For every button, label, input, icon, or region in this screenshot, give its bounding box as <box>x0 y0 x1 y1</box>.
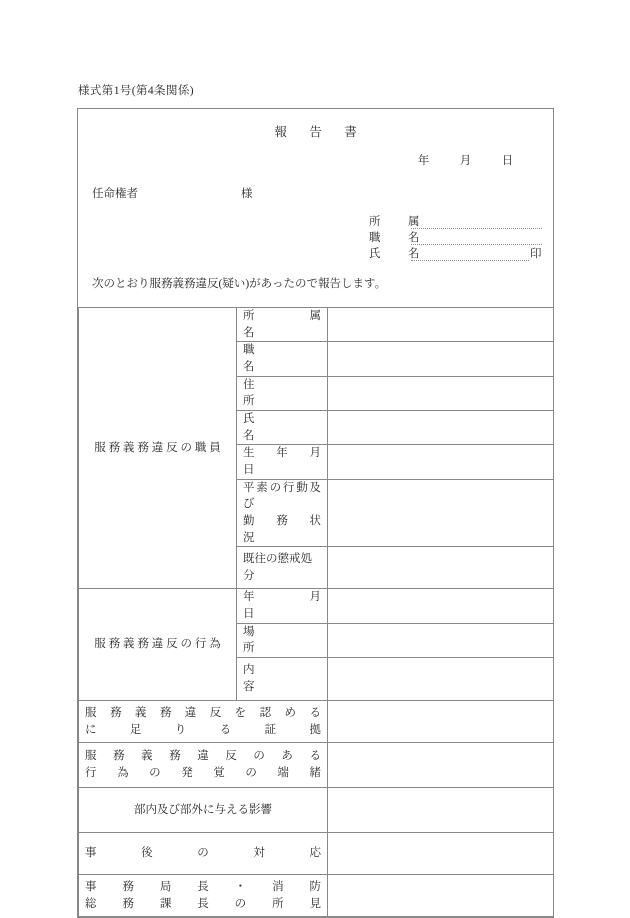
row-value-position[interactable] <box>328 342 554 376</box>
signature-name-row <box>369 245 542 261</box>
date-day-label: 日 <box>501 155 515 167</box>
row-value-followup[interactable] <box>328 833 554 875</box>
date-line <box>403 152 529 168</box>
row-label-opinion: 事 務 局 長 ・ 消 防 総 務 課 長 の 所 見 <box>79 875 328 917</box>
row-value-evidence[interactable] <box>328 701 554 743</box>
row-label-followup: 事 後 の 対 応 <box>79 833 328 875</box>
table-row <box>79 701 554 743</box>
intro-statement: 次のとおり服務義務違反(疑い)があったので報告します。 <box>92 278 387 290</box>
report-form-frame <box>77 108 554 918</box>
signature-affiliation-field[interactable] <box>411 216 542 229</box>
signature-position-row <box>369 229 542 245</box>
signature-affiliation-row <box>369 213 542 229</box>
row-label-address: 住 所 <box>237 376 328 410</box>
row-value-act-date[interactable] <box>328 589 554 623</box>
table-row <box>79 788 554 833</box>
row-label-affiliation: 所 属 名 <box>237 308 328 342</box>
row-label-birthdate: 生 年 月 日 <box>237 445 328 479</box>
row-value-affiliation[interactable] <box>328 308 554 342</box>
row-label-act-content: 内 容 <box>237 658 328 701</box>
row-value-name[interactable] <box>328 411 554 445</box>
report-details-table <box>78 307 554 917</box>
row-value-past-discipline[interactable] <box>328 547 554 589</box>
signature-block <box>369 213 542 261</box>
table-row <box>79 833 554 875</box>
row-label-evidence: 服 務 義 務 違 反 を 認 め る に 足 り る 証 拠 <box>79 701 328 743</box>
row-label-discovery: 服 務 義 務 違 反 の あ る 行 為 の 発 覚 の 端 緒 <box>79 743 328 788</box>
row-label-impact: 部内及び部外に与える影響 <box>79 788 328 833</box>
row-value-act-content[interactable] <box>328 658 554 701</box>
row-label-past-discipline: 既往の懲戒処分 <box>237 547 328 589</box>
group-label-act: 服 務 義 務 違 反 の 行 為 <box>79 589 237 701</box>
signature-affiliation-label: 所 属 <box>369 216 428 228</box>
row-value-discovery[interactable] <box>328 743 554 788</box>
table-row <box>79 875 554 917</box>
row-value-act-place[interactable] <box>328 623 554 657</box>
row-value-birthdate[interactable] <box>328 445 554 479</box>
signature-position-label: 職 名 <box>369 232 428 244</box>
table-row <box>79 743 554 788</box>
signature-name-field[interactable] <box>411 248 529 261</box>
row-label-position: 職 名 <box>237 342 328 376</box>
row-label-conduct-record: 平素の行動及び 勤 務 状 況 <box>237 479 328 547</box>
signature-position-field[interactable] <box>411 232 542 245</box>
page-title: 報 告 書 <box>274 125 362 139</box>
row-value-conduct-record[interactable] <box>328 479 554 547</box>
row-label-act-place: 場 所 <box>237 623 328 657</box>
table-row <box>79 308 554 342</box>
row-value-impact[interactable] <box>328 788 554 833</box>
group-label-employee: 服 務 義 務 違 反 の 職 員 <box>79 308 237 589</box>
form-header-block <box>78 109 553 307</box>
addressee-honorific: 様 <box>241 188 253 200</box>
seal-mark-label: 印 <box>530 248 542 260</box>
row-value-address[interactable] <box>328 376 554 410</box>
date-year-label: 年 <box>417 155 431 167</box>
form-number-label: 様式第1号(第4条関係) <box>78 85 194 97</box>
row-value-opinion[interactable] <box>328 875 554 917</box>
row-label-act-date: 年 月 日 <box>237 589 328 623</box>
row-label-name: 氏 名 <box>237 411 328 445</box>
table-row <box>79 589 554 623</box>
addressee-row <box>92 185 253 201</box>
date-month-label: 月 <box>459 155 473 167</box>
addressee-label: 任命権者 <box>92 188 138 200</box>
signature-name-label: 氏 名 <box>369 248 428 260</box>
